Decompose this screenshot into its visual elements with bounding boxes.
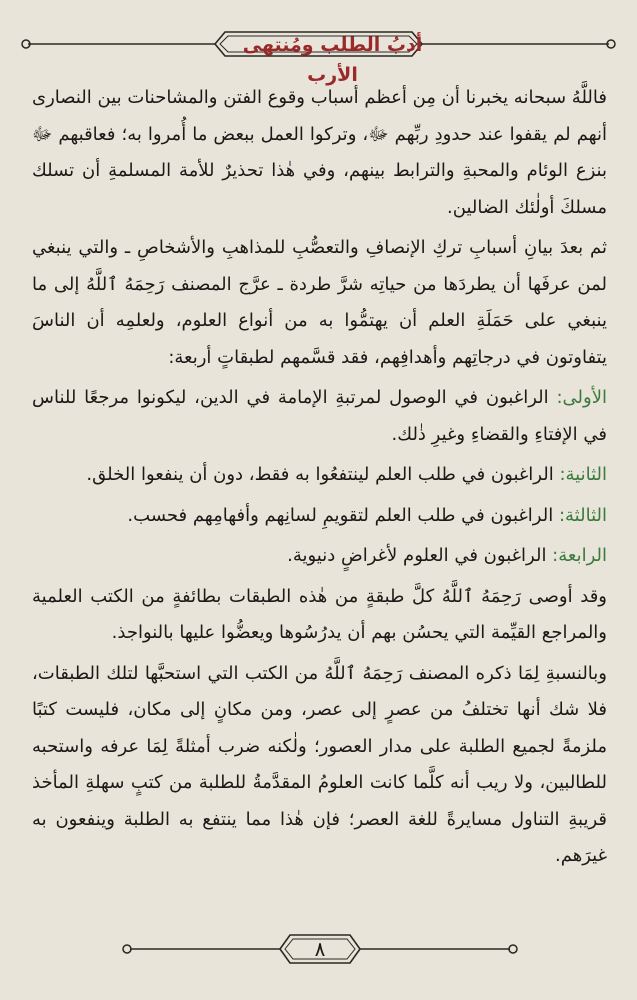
list-item — [32, 538, 607, 575]
page-footer — [120, 925, 520, 975]
item-label: الأولى: — [556, 387, 607, 408]
page-number: ٨ — [314, 937, 326, 961]
running-title: أدبُ الطلب ومُنتهى الأرب — [242, 34, 423, 86]
item-label: الثانية: — [559, 464, 607, 485]
paragraph: فاللَّهُ سبحانه يخبرنا أن مِن أعظم أسباب وقوع الفتن والمشاحنات بين النصارى أنهم لم يقفوا عند حدودِ ربِّهم ﷻ، وتركوا العمل ببعض ما أُمروا به؛ فعاقبهم ﷻ بنزع الوئام والمحبةِ والترابط بينهم، وفي هٰذا تحذيرٌ للأمة المسلمةِ أن تسلك مسلكَ أولٰئك الضالين. — [32, 87, 607, 218]
paragraph: وبالنسبةِ لِمَا ذكره المصنف رَحِمَهُ ٱللَّهُ من الكتب التي استحبَّها لتلك الطبقات، فلا شك أنها تختلفُ من عصرٍ إلى عصر، ومن مكانٍ إلى مكان، فليست كتبًا ملزمةً لجميع الطلبة على مدار العصور؛ ولٰكنه ضرب أمثلةً لِمَا عرفه واستحبه للطالبين، ولا ريب أنه كلَّما كانت العلومُ المقدَّمةُ للطلبة من كتبٍ سهلةِ المأخذ قريبةِ التناول مسايرةً للغة العصر؛ فإن هٰذا مما ينتفع به الطلبة وينفعون به غيرَهم. — [32, 662, 607, 866]
item-text: الراغبون في طلب العلم لتقويمِ لسانِهم وأفهامِهم فحسب. — [127, 504, 559, 526]
paragraph: ثم بعدَ بيانِ أسبابِ تركِ الإنصافِ والتعصُّبِ للمذاهبِ والأشخاصِ ـ والتي ينبغي لمن عرفَها أن يطردَها من حياتِه شرَّ طردة ـ عرَّج المصنف رَحِمَهُ ٱللَّهُ إلى ما ينبغي على حَمَلَةِ العلم أن يهتمُّوا به من أنواع العلوم، ولعلمِه أن الناسَ يتفاوتون في درجاتِهم وأهدافِهم، فقد قسَّمهم لطبقاتٍ أربعة: — [32, 237, 607, 368]
item-label: الثالثة: — [558, 504, 607, 526]
paragraph: وقد أوصى رَحِمَهُ ٱللَّهُ كلَّ طبقةٍ من هٰذه الطبقات بطائفةٍ من الكتب العلمية والمراجع القيِّمة التي يحسُن بهم أن يدرُسُوها ويعضُّوا عليها بالنواجذ. — [32, 585, 607, 643]
item-text: الراغبون في الوصول لمرتبةِ الإمامة في الدين، ليكونوا مرجعًا للناس في الإفتاءِ والقضاءِ وغيرِ ذٰلك. — [32, 387, 607, 445]
list-item — [32, 380, 607, 453]
body-text — [32, 80, 607, 875]
list-item — [32, 498, 607, 535]
page-header — [20, 22, 617, 86]
item-text: الراغبون في العلوم لأغراضٍ دنيوية. — [287, 545, 553, 566]
item-text: الراغبون في طلب العلم لينتفعُوا به فقط، دون أن ينفعوا الخلق. — [86, 464, 560, 485]
list-item — [32, 457, 607, 494]
item-label: الرابعة: — [552, 545, 607, 566]
